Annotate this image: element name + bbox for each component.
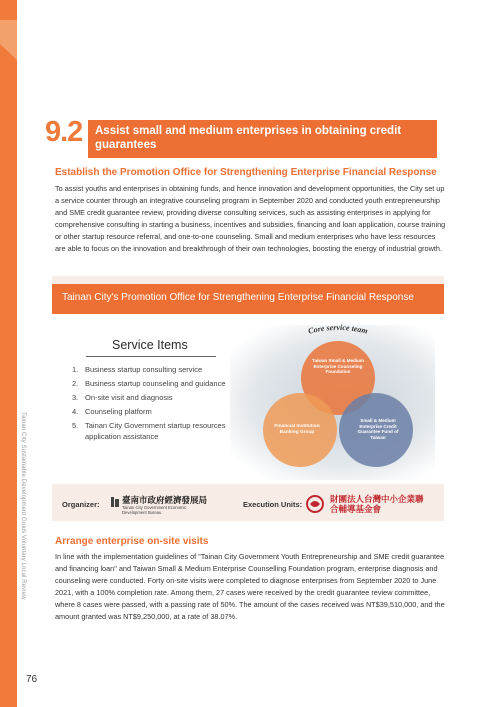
circle-top-label-box [310,358,366,390]
service-items-title: Service Items [112,338,188,352]
execution-units-label: Execution Units: [243,500,303,509]
section-number: 9.2 [45,116,83,148]
left-accent-band [0,0,17,707]
paragraph-onsite-visits: In line with the implementation guidelines of "Tainan City Government Youth Entrepreneurship and SME credit guarantee and financing loan" and Taiwan Small & Medium Enterprise Counselling Foundation program, enterprise diagnosis and counseling were conducted. Forty on-site visits were completed to diagnose enterprises from September 2020 to June 2021, with a 100% completion rate. Among them, 27 cases were received by the credit guarantee review committee, where 8 cases were passed, with a passing rate of 50%. The amount of the cases received was NT$39,510,000, and the amount granted was NT$9,250,000, at a rate of 38.07%. [55,552,445,621]
service-item: 5. Tainan City Government startup resources application assistance [72,421,226,441]
smeg-foundation-logo-icon [305,494,325,514]
heading-promotion-office: Establish the Promotion Office for Strengthening Enterprise Financial Response [55,167,437,178]
circle-right-label-box [352,418,404,448]
core-service-team-label: Core service team [307,322,369,336]
service-items-divider [86,356,216,357]
sidebar-vertical-text: Tainan City Sustainable Development Goals Voluntary Local Review [20,412,26,600]
service-item: 4. Counseling platform [72,407,152,416]
page-number: 76 [26,674,38,685]
circle-top-label: Taiwan Small & Medium Enterprise Counseling Foundation [312,358,364,375]
service-items-list [72,365,242,446]
circle-left-label-box [268,424,326,446]
service-item: 2. Business startup counseling and guidance [72,379,226,388]
economic-bureau-logo-icon [110,496,120,508]
circle-right-label: Small & Medium Enterprise Credit Guarantee Fund of Taiwan [357,418,399,440]
service-item: 3. On-site visit and diagnosis [72,393,173,402]
execution-unit-name-chinese: 財團法人台灣中小企業聯合輔導基金會 [330,494,424,514]
organizer-label: Organizer: [62,500,100,509]
organizer-name-chinese: 臺南市政府經濟發展局 [122,495,208,505]
core-service-team-venn-diagram [238,320,438,485]
info-panel-title: Tainan City's Promotion Office for Strengthening Enterprise Financial Response [62,292,414,303]
section-title: Assist small and medium enterprises in obtaining credit guarantees [95,125,402,151]
paragraph-promotion-office: To assist youths and enterprises in obtaining funds, and hence innovation and development opportunities, the City set up a service counter through an integrative counseling program in September 2020 and conducted youth entrepreneurship and SME credit guarantee review, providing diverse consulting services, such as assisting enterprises in applying for comprehensive consulting in starting a business, incentives and subsidies, financing and loan application, course training or other startup resource referral, and one-to-one counseling. Small and medium enterprises who have less resources are able to focus on the innovation and breakthrough of their own technologies, boosting the energy of industrial growth. [55,184,446,253]
service-item: 1. Business startup consulting service [72,365,203,374]
organizer-name-english: Tainan City Government Economic Development Bureau [122,505,187,515]
heading-onsite-visits: Arrange enterprise on-site visits [55,536,209,547]
circle-left-label: Financial Institution Banking Group [274,424,320,435]
